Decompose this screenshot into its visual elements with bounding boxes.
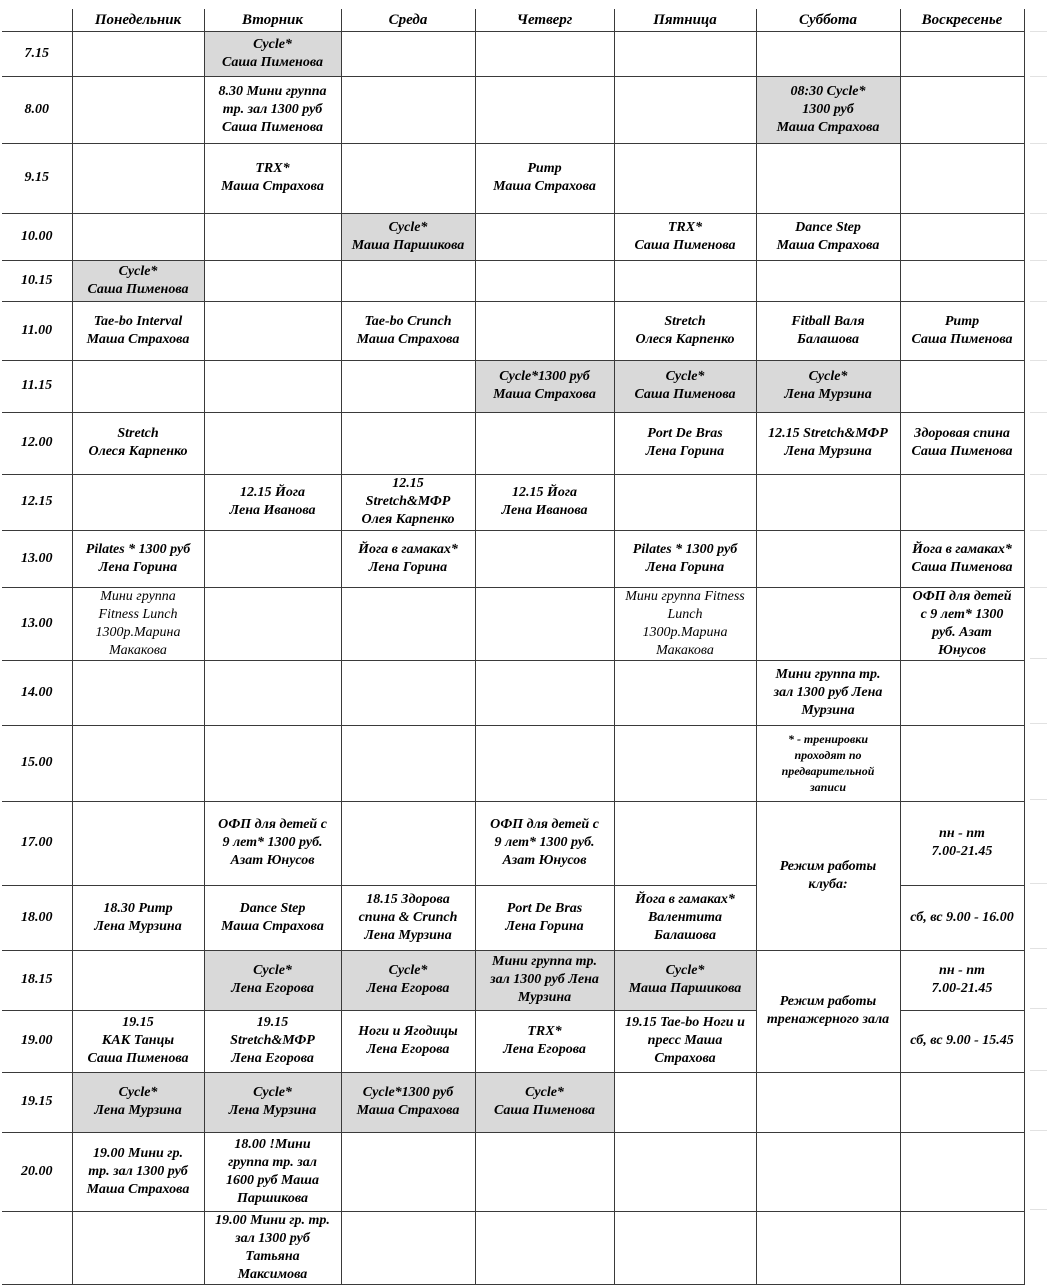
class-cell: Stretch Олеся Карпенко (614, 301, 756, 360)
class-cell (614, 474, 756, 530)
class-cell: 18.00 !Мини группа тр. зал 1600 руб Маша Паршикова (204, 1132, 341, 1211)
class-cell (341, 260, 475, 301)
gridline (1030, 143, 1047, 144)
gridline (1030, 948, 1047, 949)
time-cell: 7.15 (2, 31, 72, 76)
schedule-row (2, 530, 1024, 587)
gridline (1030, 799, 1047, 800)
class-cell (900, 1211, 1024, 1284)
class-cell (900, 76, 1024, 143)
club-hours-weekend: сб, вс 9.00 - 16.00 (900, 885, 1024, 950)
class-cell: Cycle* Лена Мурзина (72, 1072, 204, 1132)
class-cell (341, 1132, 475, 1211)
class-cell: 19.00 Мини гр. тр. зал 1300 руб Маша Страхова (72, 1132, 204, 1211)
class-cell (475, 260, 614, 301)
class-cell (204, 412, 341, 474)
time-cell: 8.00 (2, 76, 72, 143)
time-cell: 19.15 (2, 1072, 72, 1132)
gridline (1030, 31, 1047, 32)
class-cell: Йога в гамаках* Саша Пименова (900, 530, 1024, 587)
header-row (2, 9, 1024, 31)
class-cell (614, 801, 756, 885)
schedule-row (2, 260, 1024, 301)
time-cell: 17.00 (2, 801, 72, 885)
class-cell (900, 31, 1024, 76)
class-cell (475, 1132, 614, 1211)
class-cell: Мини группа тр. зал 1300 руб Лена Мурзина (475, 950, 614, 1010)
class-cell: Cycle* Саша Пименова (204, 31, 341, 76)
class-cell: Pump Маша Страхова (475, 143, 614, 213)
time-cell: 20.00 (2, 1132, 72, 1211)
class-cell (756, 1132, 900, 1211)
schedule-row (2, 1072, 1024, 1132)
class-cell (204, 587, 341, 660)
gridline (1030, 412, 1047, 413)
class-cell (900, 213, 1024, 260)
gridline (1030, 587, 1047, 588)
class-cell: ОФП для детей с 9 лет* 1300 руб. Азат Юнусов (475, 801, 614, 885)
class-cell (475, 412, 614, 474)
class-cell (72, 76, 204, 143)
gridline (1030, 1130, 1047, 1131)
class-cell (614, 31, 756, 76)
class-cell (756, 474, 900, 530)
class-cell: Pump Саша Пименова (900, 301, 1024, 360)
gridline (1030, 76, 1047, 77)
class-cell (475, 587, 614, 660)
class-cell (475, 1211, 614, 1284)
schedule-table (2, 9, 1025, 1285)
gridline (1030, 658, 1047, 659)
class-cell: 19.00 Мини гр. тр. зал 1300 руб Татьяна Максимова (204, 1211, 341, 1284)
class-cell (614, 260, 756, 301)
gridline (1030, 360, 1047, 361)
class-cell: Cycle*1300 руб Маша Страхова (341, 1072, 475, 1132)
class-cell: Port De Bras Лена Горина (475, 885, 614, 950)
class-cell (900, 143, 1024, 213)
class-cell: Cycle* Лена Мурзина (204, 1072, 341, 1132)
class-cell (475, 660, 614, 725)
class-cell: TRX* Маша Страхова (204, 143, 341, 213)
class-cell (756, 260, 900, 301)
class-cell: Cycle* Лена Егорова (204, 950, 341, 1010)
class-cell: Йога в гамаках* Лена Горина (341, 530, 475, 587)
class-cell: Cycle* Маша Паршикова (341, 213, 475, 260)
gym-hours-weekdays: пн - пт 7.00-21.45 (900, 950, 1024, 1010)
class-cell: 19.15 Stretch&МФР Лена Егорова (204, 1010, 341, 1072)
class-cell (475, 213, 614, 260)
time-cell: 13.00 (2, 587, 72, 660)
class-cell (614, 143, 756, 213)
class-cell: Pilates * 1300 руб Лена Горина (72, 530, 204, 587)
class-cell: Dance Step Маша Страхова (204, 885, 341, 950)
class-cell (204, 530, 341, 587)
class-cell (204, 301, 341, 360)
class-cell (614, 660, 756, 725)
class-cell: Dance Step Маша Страхова (756, 213, 900, 260)
day-header-thu: Четверг (475, 9, 614, 31)
schedule-row (2, 31, 1024, 76)
class-cell (72, 360, 204, 412)
time-cell: 18.00 (2, 885, 72, 950)
class-cell (756, 31, 900, 76)
class-cell (900, 725, 1024, 801)
time-cell: 12.00 (2, 412, 72, 474)
class-cell (475, 301, 614, 360)
class-cell: 19.15 Tae-bo Ноги и пресс Маша Страхова (614, 1010, 756, 1072)
class-cell (72, 660, 204, 725)
class-cell (204, 213, 341, 260)
class-cell: ОФП для детей с 9 лет* 1300 руб. Азат Юнусов (204, 801, 341, 885)
class-cell (475, 31, 614, 76)
day-header-sat: Суббота (756, 9, 900, 31)
club-hours-label: Режим работы клуба: (756, 801, 900, 950)
time-cell: 15.00 (2, 725, 72, 801)
class-cell: Tae-bo Interval Маша Страхова (72, 301, 204, 360)
class-cell (900, 1132, 1024, 1211)
class-cell (341, 31, 475, 76)
class-cell: Здоровая спина Саша Пименова (900, 412, 1024, 474)
class-cell: Йога в гамаках* Валентита Балашова (614, 885, 756, 950)
class-cell: Мини группа Fitness Lunch 1300р.Марина Макакова (614, 587, 756, 660)
time-cell: 13.00 (2, 530, 72, 587)
time-cell: 18.15 (2, 950, 72, 1010)
time-cell: 12.15 (2, 474, 72, 530)
gridline (1030, 1008, 1047, 1009)
gym-hours-label: Режим работы тренажерного зала (756, 950, 900, 1072)
class-cell: TRX* Саша Пименова (614, 213, 756, 260)
class-cell: Port De Bras Лена Горина (614, 412, 756, 474)
class-cell (341, 801, 475, 885)
class-cell: Stretch Олеся Карпенко (72, 412, 204, 474)
gridline (1030, 883, 1047, 884)
class-cell (475, 530, 614, 587)
time-cell (2, 1211, 72, 1284)
class-cell (614, 1132, 756, 1211)
class-cell (72, 31, 204, 76)
class-cell (72, 143, 204, 213)
class-cell (341, 1211, 475, 1284)
schedule-row (2, 1211, 1024, 1284)
class-cell: 12.15 Stretch&МФР Олея Карпенко (341, 474, 475, 530)
class-cell (756, 143, 900, 213)
class-cell: Ноги и Ягодицы Лена Егорова (341, 1010, 475, 1072)
time-cell: 14.00 (2, 660, 72, 725)
class-cell: Мини группа Fitness Lunch 1300р.Марина Макакова (72, 587, 204, 660)
class-cell (900, 360, 1024, 412)
class-cell (900, 1072, 1024, 1132)
time-cell: 10.15 (2, 260, 72, 301)
schedule-row (2, 143, 1024, 213)
class-cell (341, 412, 475, 474)
class-cell: Tae-bo Crunch Маша Страхова (341, 301, 475, 360)
class-cell (72, 213, 204, 260)
class-cell: Cycle* Маша Паршикова (614, 950, 756, 1010)
class-cell (341, 660, 475, 725)
gridline (1030, 1209, 1047, 1210)
note-cell: * - тренировки проходят по предварительной записи (756, 725, 900, 801)
schedule-row (2, 474, 1024, 530)
gridline (1030, 1070, 1047, 1071)
class-cell: Fitball Валя Балашова (756, 301, 900, 360)
class-cell (341, 725, 475, 801)
schedule-row (2, 360, 1024, 412)
gridline (1030, 474, 1047, 475)
class-cell: Cycle* Лена Егорова (341, 950, 475, 1010)
class-cell (204, 660, 341, 725)
gridline (1030, 301, 1047, 302)
class-cell (614, 725, 756, 801)
class-cell: Pilates * 1300 руб Лена Горина (614, 530, 756, 587)
class-cell: Мини группа тр. зал 1300 руб Лена Мурзина (756, 660, 900, 725)
class-cell (475, 725, 614, 801)
class-cell: 12.15 Йога Лена Иванова (475, 474, 614, 530)
class-cell: Cycle* Саша Пименова (475, 1072, 614, 1132)
schedule-row (2, 725, 1024, 801)
gridline (1030, 260, 1047, 261)
class-cell (756, 1072, 900, 1132)
gridline (1030, 723, 1047, 724)
gridline (1030, 530, 1047, 531)
class-cell (204, 260, 341, 301)
day-header-tue: Вторник (204, 9, 341, 31)
class-cell (614, 1072, 756, 1132)
corner-cell (2, 9, 72, 31)
time-cell: 10.00 (2, 213, 72, 260)
class-cell: 08:30 Cycle* 1300 руб Маша Страхова (756, 76, 900, 143)
class-cell (341, 76, 475, 143)
class-cell (72, 474, 204, 530)
class-cell (341, 143, 475, 213)
class-cell: Cycle* Саша Пименова (72, 260, 204, 301)
class-cell: 12.15 Йога Лена Иванова (204, 474, 341, 530)
class-cell: 19.15 КАК Танцы Саша Пименова (72, 1010, 204, 1072)
class-cell: TRX* Лена Егорова (475, 1010, 614, 1072)
class-cell (204, 360, 341, 412)
schedule-row (2, 950, 1024, 1010)
schedule-row (2, 412, 1024, 474)
day-header-sun: Воскресенье (900, 9, 1024, 31)
class-cell: Cycle* Лена Мурзина (756, 360, 900, 412)
time-cell: 19.00 (2, 1010, 72, 1072)
time-cell: 11.00 (2, 301, 72, 360)
class-cell (756, 530, 900, 587)
schedule-row (2, 301, 1024, 360)
schedule-row (2, 801, 1024, 885)
class-cell: 18.15 Здорова спина & Crunch Лена Мурзина (341, 885, 475, 950)
class-cell (900, 260, 1024, 301)
schedule-row (2, 213, 1024, 260)
class-cell (72, 950, 204, 1010)
club-hours-weekdays: пн - пт 7.00-21.45 (900, 801, 1024, 885)
schedule-row (2, 1132, 1024, 1211)
class-cell (341, 587, 475, 660)
schedule-row (2, 587, 1024, 660)
class-cell (614, 76, 756, 143)
class-cell (900, 474, 1024, 530)
class-cell: 18.30 Pump Лена Мурзина (72, 885, 204, 950)
day-header-fri: Пятница (614, 9, 756, 31)
gridline (1030, 213, 1047, 214)
class-cell: ОФП для детей с 9 лет* 1300 руб. Азат Юнусов (900, 587, 1024, 660)
class-cell: Cycle* Саша Пименова (614, 360, 756, 412)
gym-hours-weekend: сб, вс 9.00 - 15.45 (900, 1010, 1024, 1072)
day-header-wed: Среда (341, 9, 475, 31)
class-cell (72, 725, 204, 801)
time-cell: 11.15 (2, 360, 72, 412)
class-cell: 12.15 Stretch&МФР Лена Мурзина (756, 412, 900, 474)
schedule-row (2, 660, 1024, 725)
class-cell (204, 725, 341, 801)
class-cell: Cycle*1300 руб Маша Страхова (475, 360, 614, 412)
day-header-mon: Понедельник (72, 9, 204, 31)
time-cell: 9.15 (2, 143, 72, 213)
class-cell (72, 801, 204, 885)
class-cell (341, 360, 475, 412)
class-cell (756, 587, 900, 660)
class-cell (900, 660, 1024, 725)
class-cell: 8.30 Мини группа тр. зал 1300 руб Саша Пименова (204, 76, 341, 143)
class-cell (72, 1211, 204, 1284)
class-cell (756, 1211, 900, 1284)
class-cell (614, 1211, 756, 1284)
class-cell (475, 76, 614, 143)
schedule-row (2, 76, 1024, 143)
